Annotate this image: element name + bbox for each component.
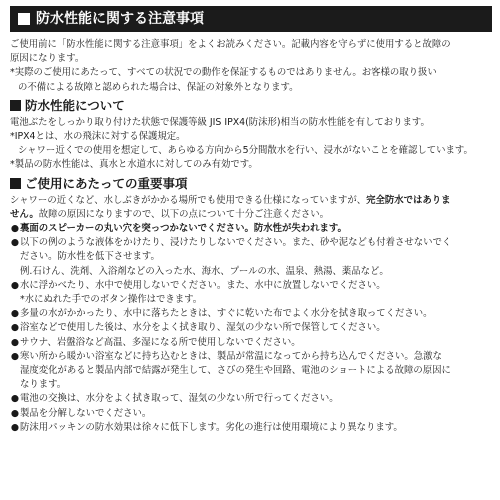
list-item	[10, 279, 492, 293]
bullet-dot-icon: ●	[10, 407, 20, 419]
list-item-text: 裏面のスピーカーの丸い穴を突っつかないでください。防水性が失われます。	[20, 223, 347, 235]
list-item	[10, 265, 492, 279]
list-item-text: 湿度変化があると製品内部で結露が発生して、さびの発生や回路、電池のショートによる故障の原因に	[20, 365, 451, 377]
list-item	[10, 336, 492, 350]
bullet-dot-icon: ●	[10, 350, 20, 362]
list-item-text: 以下の例のような液体をかけたり、浸けたりしないでください。また、砂や泥なども付着させないでく	[20, 237, 452, 249]
section1-line-4: *製品の防水性能は、真水と水道水に対してのみ有効です。	[10, 159, 258, 171]
list-item-text: 寒い所から暖かい浴室などに持ち込むときは、製品が常温になってから持ち込んでください。急激な	[20, 350, 442, 362]
list-item-text: 製品を分解しないでください。	[20, 407, 152, 419]
page-title: 防水性能に関する注意事項	[36, 11, 204, 27]
list-item-text: 多量の水がかかったり、水中に落ちたときは、すぐに乾いた布でよく水分を拭き取ってください。	[20, 308, 433, 320]
section1-line-3: シャワー近くでの使用を想定して、あらゆる方向から5分間散水を行い、浸水がないことを確認しています。	[18, 145, 473, 157]
list-item-text: *水にぬれた手でのボタン操作はできます。	[20, 294, 203, 306]
section1-line-1: 電池ぶたをしっかり取り付けた状態で保護等級 JIS IPX4(防沫形)相当の防水性能を有しております。	[10, 116, 430, 128]
list-item	[10, 222, 492, 236]
intro-line-2: 原因になります。	[10, 53, 85, 65]
section2-intro-line-2: せん。故障の原因になりますので、以下の点について十分ご注意ください。	[10, 208, 329, 220]
list-item	[10, 407, 492, 421]
list-item	[10, 293, 492, 307]
intro-line-1: ご使用前に「防水性能に関する注意事項」をよくお読みください。記載内容を守らずに使用すると故障の	[10, 39, 451, 50]
bullet-dot-icon: ●	[10, 336, 20, 348]
list-item-text: 防沫用パッキンの防水効果は徐々に低下します。劣化の進行は使用環境により異なります。	[20, 421, 403, 433]
bullet-dot-icon: ●	[10, 237, 20, 249]
disclaimer-line-1: *実際のご使用にあたって、すべての状況での動作を保証するものではありません。お客様の取り扱い	[10, 67, 437, 79]
bullet-dot-icon: ●	[10, 279, 20, 291]
bullet-dot-icon: ●	[10, 393, 20, 405]
bullet-dot-icon: ●	[10, 223, 20, 235]
bullet-dot-icon: ●	[10, 322, 20, 334]
list-item-text: 電池の交換は、水分をよく拭き取って、湿気の少ない所で行ってください。	[20, 393, 339, 405]
list-item-text: ださい。防水性を低下させます。	[20, 251, 160, 263]
list-item	[10, 392, 492, 406]
bullet-dot-icon: ●	[10, 308, 20, 320]
bullet-dot-icon: ●	[10, 421, 20, 433]
bullet-list	[10, 222, 492, 435]
list-item-text: 浴室などで使用した後は、水分をよく拭き取り、湿気の少ない所で保管してください。	[20, 322, 386, 334]
disclaimer-line-2: の不備による故障と認められた場合は、保証の対象外となります。	[18, 81, 299, 93]
section-heading-waterproof: 防水性能について	[10, 97, 492, 115]
list-item-text: 水に浮かべたり、水中で使用しないでください。また、水中に放置しないでください。	[20, 279, 386, 291]
list-item-text: サウナ、岩盤浴など高温、多湿になる所で使用しないでください。	[20, 336, 301, 348]
list-item	[10, 350, 492, 393]
square-bullet-icon	[10, 100, 21, 111]
title-bar	[10, 6, 492, 32]
square-bullet-icon	[10, 178, 21, 189]
square-bullet-icon	[18, 13, 30, 25]
section2-intro-line-1: シャワーの近くなど、水しぶきがかかる場所でも使用できる仕様になっていますが、完全防水ではありま	[10, 194, 451, 206]
list-item-text: 例.石けん、洗剤、入浴剤などの入った水、海水、プールの水、温泉、熱湯、薬品など。	[20, 265, 389, 277]
section1-line-2: *IPX4とは、水の飛沫に対する保護規定。	[10, 131, 186, 143]
list-item	[10, 321, 492, 335]
list-item-text: なります。	[20, 379, 67, 391]
list-item	[10, 236, 492, 264]
list-item	[10, 421, 492, 435]
list-item	[10, 307, 492, 321]
section-heading-usage: ご使用にあたっての重要事項	[10, 175, 492, 193]
